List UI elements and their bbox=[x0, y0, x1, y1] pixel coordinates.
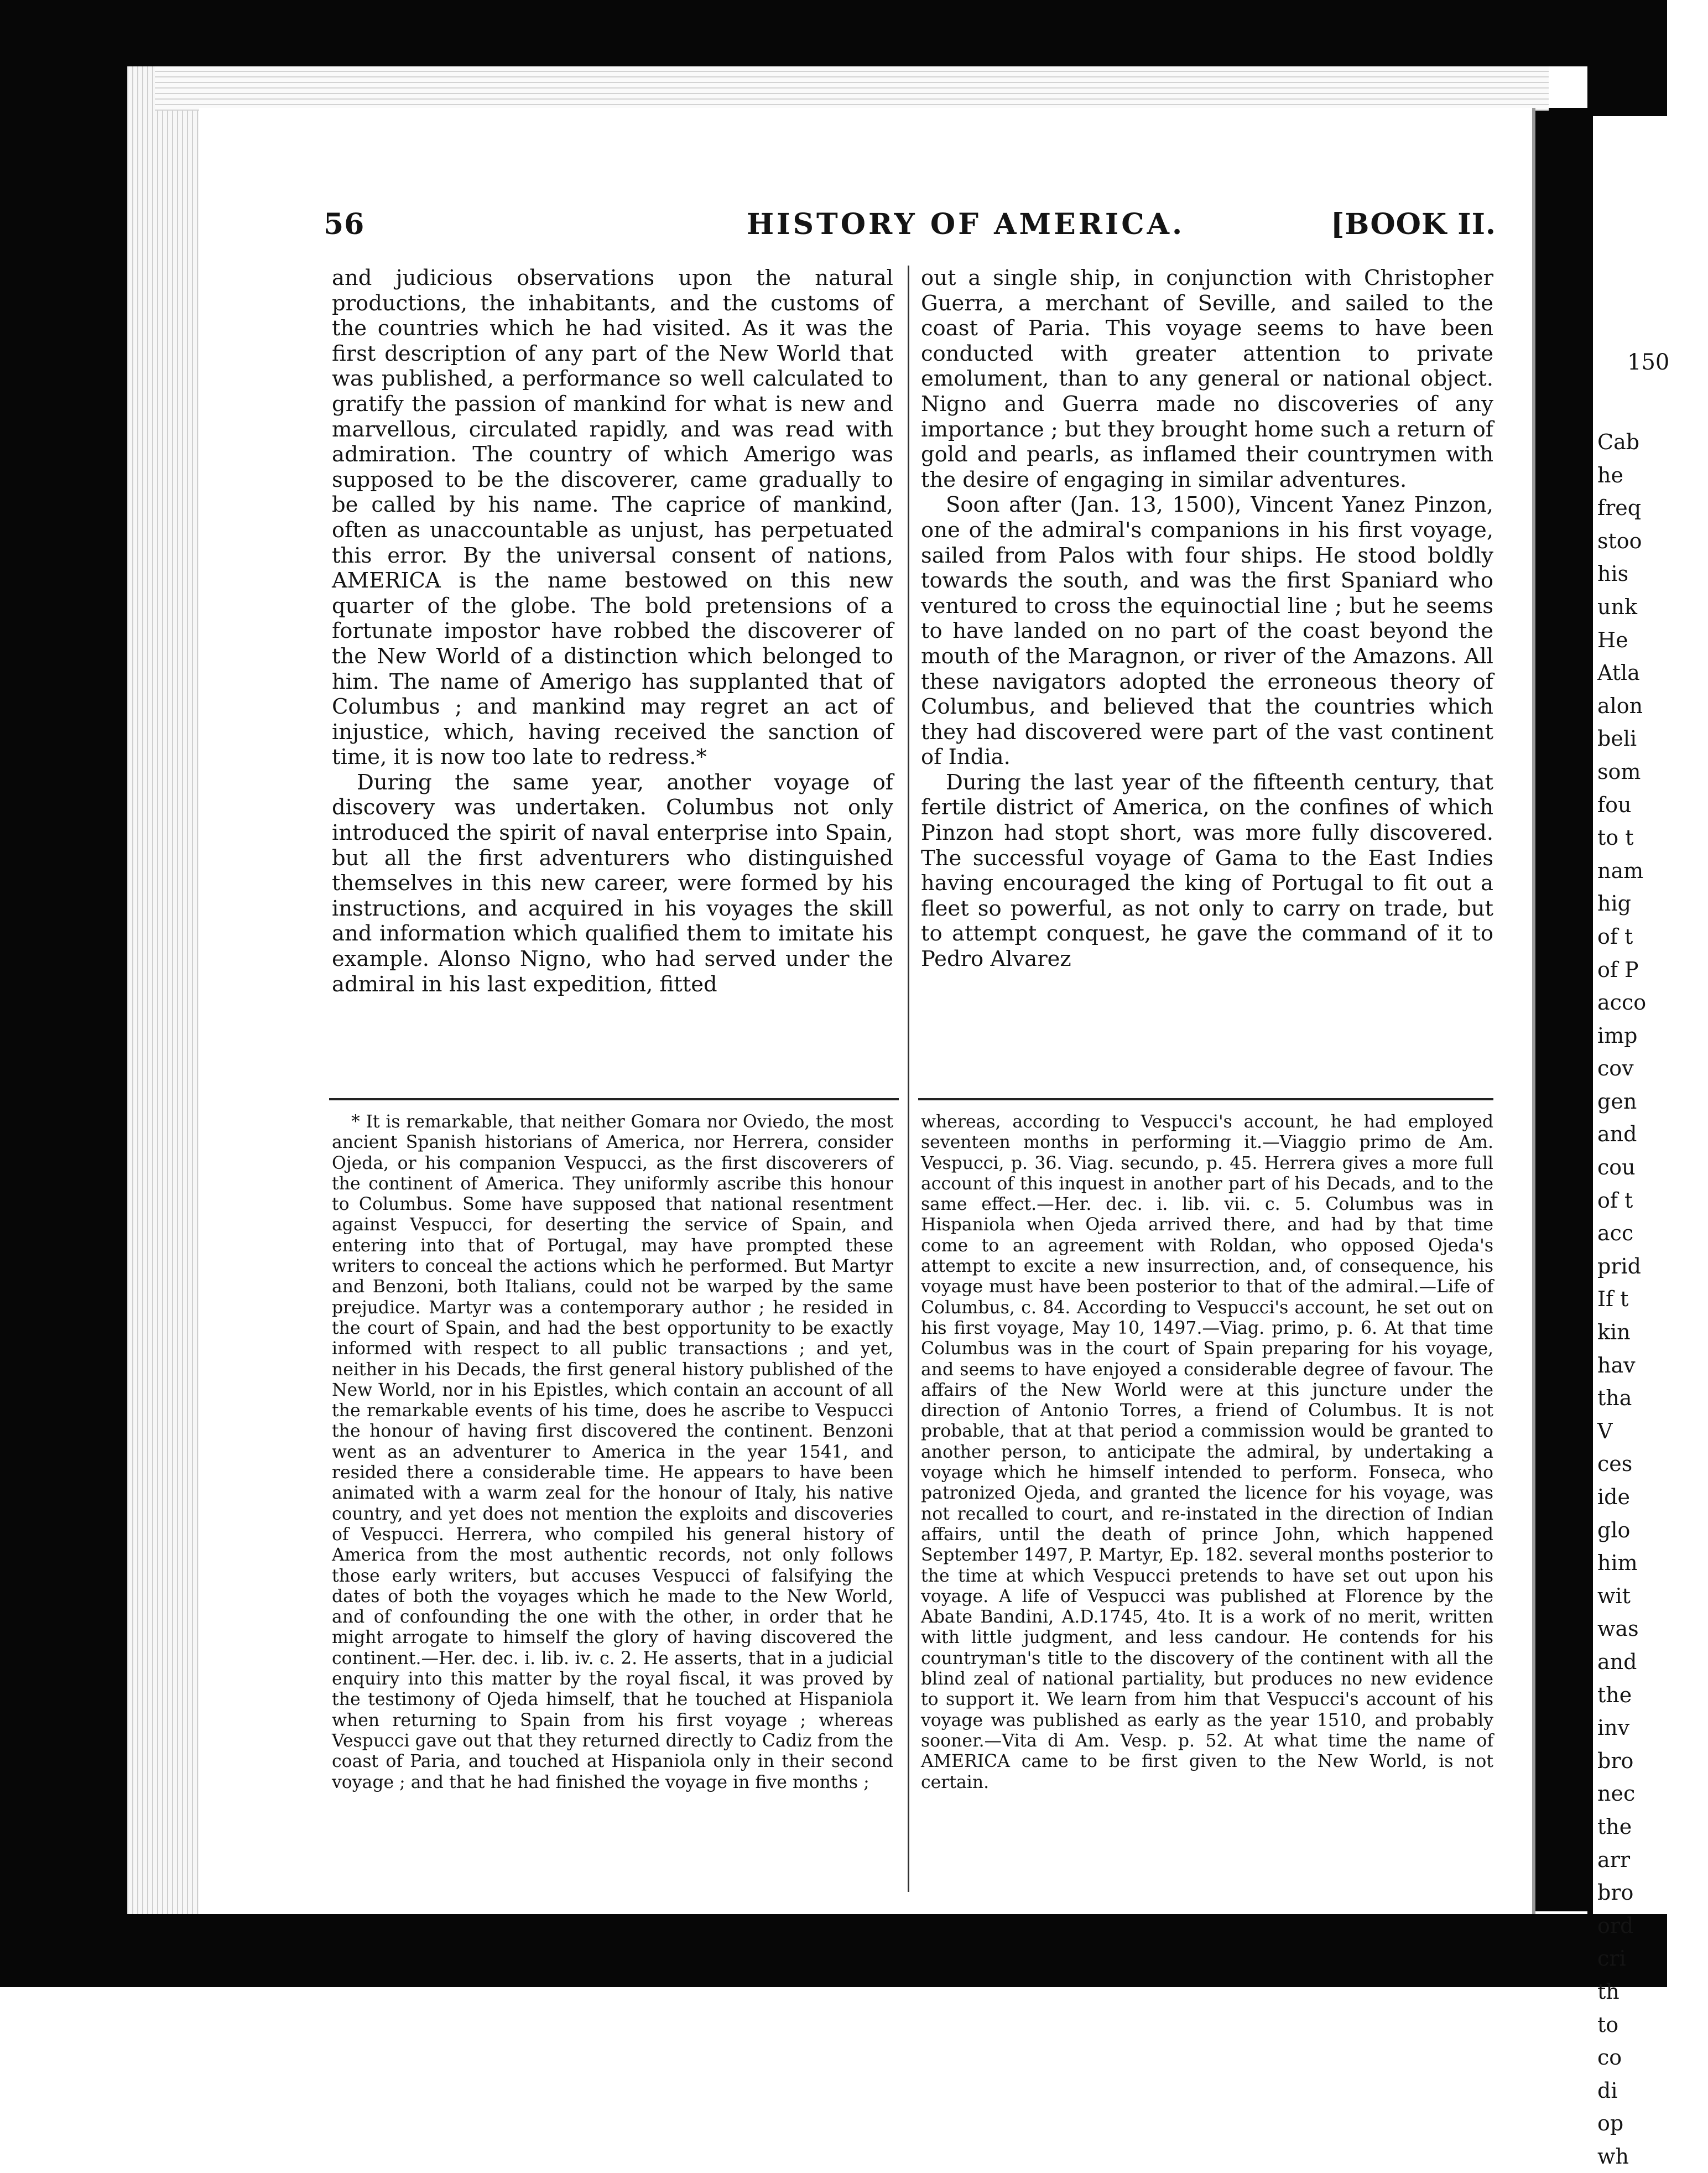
facing-line-fragment: cri bbox=[1597, 1946, 1626, 1971]
facing-line-fragment: cou bbox=[1597, 1155, 1636, 1180]
paragraph: out a single ship, in conjunction with Christopher Guerra, a merchant of Seville, and sailed to the coast of Paria. This voyage seems to have been conducted with greater attention to private emolument, than to any general or national object. Nigno and Guerra made no discoveries of any importance ; but they brought home such a return of gold and pearls, as inflamed their countrymen with the desire of engaging in similar adventures. bbox=[921, 266, 1493, 492]
facing-line-fragment: arr bbox=[1597, 1847, 1630, 1872]
facing-page-lines bbox=[1597, 426, 1708, 2173]
facing-line-fragment: tha bbox=[1597, 1386, 1632, 1411]
facing-line-fragment: th bbox=[1597, 1979, 1620, 2004]
facing-page-number: 150 bbox=[1627, 350, 1670, 375]
paragraph: and judicious observations upon the natural productions, the inhabitants, and the customs of the countries which he had visited. As it was the first description of any part of the New World that was published, a performance so well calculated to gratify the passion of mankind for what is new and marvellous, circulated rapidly, and was read with admiration. The country of which Amerigo was supposed to be the discoverer, came gradually to be called by his name. The caprice of mankind, often as unaccountable as unjust, has perpetuated this error. By the universal consent of nations, AMERICA is the name bestowed on this new quarter of the globe. The bold pretensions of a fortunate impostor have robbed the discoverer of the New World of a distinction which belonged to him. The name of Amerigo has supplanted that of Columbus ; and mankind may regret an act of injustice, which, having received the sanction of time, it is now too late to redress.* bbox=[332, 266, 893, 770]
facing-line-fragment: co bbox=[1597, 2045, 1622, 2070]
facing-line-fragment: ces bbox=[1597, 1452, 1633, 1477]
footnote-column-right bbox=[921, 1112, 1493, 1793]
facing-line-fragment: bro bbox=[1597, 1748, 1634, 1773]
facing-line-fragment: hav bbox=[1597, 1353, 1636, 1377]
footnote-rule-right bbox=[918, 1098, 1493, 1100]
facing-line-fragment: ord bbox=[1597, 1913, 1634, 1938]
facing-line-fragment: nec bbox=[1597, 1781, 1636, 1806]
facing-line-fragment: Cab bbox=[1597, 430, 1640, 454]
facing-line-fragment: and bbox=[1597, 1649, 1637, 1674]
footnote-column-left bbox=[332, 1112, 893, 1793]
facing-line-fragment: the bbox=[1597, 1814, 1632, 1839]
running-title: HISTORY OF AMERICA. bbox=[747, 207, 1185, 241]
gutter-shadow-dark bbox=[1532, 108, 1593, 1911]
footnote-rule-left bbox=[329, 1098, 899, 1100]
column-rule bbox=[908, 266, 909, 1892]
running-head bbox=[324, 207, 1496, 241]
facing-line-fragment: freq bbox=[1597, 496, 1642, 521]
footnote-text: * It is remarkable, that neither Gomara nor Oviedo, the most ancient Spanish historians of America, nor Herrera, consider Ojeda, or his companion Vespucci, as the first discoverers of the continent of America. They uniformly ascribe this honour to Columbus. Some have supposed that national resentment against Vespucci, for deserting the service of Spain, and entering into that of Portugal, may have prompted these writers to conceal the actions which he performed. But Martyr and Benzoni, both Italians, could not be warped by the same prejudice. Martyr was a contemporary author ; he resided in the court of Spain, and had the best opportunity to be exactly informed with respect to all public transactions ; and yet, neither in his Decads, the first general history published of the New World, nor in his Epistles, which contain an account of all the remarkable events of his time, does he ascribe to Vespucci the honour of having first discovered the continent. Benzoni went as an adventurer to America in the year 1541, and resided there a considerable time. He appears to have been animated with a warm zeal for the honour of Italy, his native country, and yet does not mention the exploits and discoveries of Vespucci. Herrera, who compiled his general history of America from the most authentic records, not only follows those early writers, but accuses Vespucci of falsifying the dates of both the voyages which he made to the New World, and of confounding the one with the other, in order that he might arrogate to himself the glory of having discovered the continent.—Her. dec. i. lib. iv. c. 2. He asserts, that in a judicial enquiry into this matter by the royal fiscal, it was proved by the testimony of Ojeda himself, that he touched at Hispaniola when returning to Spain from his first voyage ; whereas Vespucci gave out that they returned directly to Cadiz from the coast of Paria, and touched at Hispaniola only in their second voyage ; and that he had finished the voyage in five months ; bbox=[332, 1112, 893, 1792]
facing-line-fragment: inv bbox=[1597, 1715, 1630, 1740]
paragraph: Soon after (Jan. 13, 1500), Vincent Yanez Pinzon, one of the admiral's companions in his first voyage, sailed from Palos with four ships. He stood boldly towards the south, and was the first Spaniard who ventured to cross the equinoctial line ; but he seems to have landed on no part of the coast beyond the mouth of the Maragnon, or river of the Amazons. All these navigators adopted the erroneous theory of Columbus, and believed that the countries which they had discovered were part of the vast continent of India. bbox=[921, 492, 1493, 770]
facing-line-fragment: kin bbox=[1597, 1320, 1631, 1345]
facing-line-fragment: ide bbox=[1597, 1485, 1630, 1509]
facing-line-fragment: he bbox=[1597, 462, 1623, 487]
gutter-line bbox=[1532, 108, 1535, 1914]
facing-line-fragment: of t bbox=[1597, 1188, 1633, 1213]
footnote-text: whereas, according to Vespucci's account, he had employed seventeen months in performing it.—Viaggio primo de Am. Vespucci, p. 36. Viag. secundo, p. 45. Herrera gives a more full account of this inquest in another part of his Decads, and to the same effect.—Her. dec. i. lib. vii. c. 5. Columbus was in Hispaniola when Ojeda arrived there, and had by that time come to an agreement with Roldan, who opposed Ojeda's attempt to excite a new insurrection, and, of consequence, his voyage must have been posterior to that of the admiral.—Life of Columbus, c. 84. According to Vespucci's account, he set out on his first voyage, May 10, 1497.—Viag. primo, p. 6. At that time Columbus was in the court of Spain preparing for his voyage, and seems to have enjoyed a considerable degree of favour. The affairs of the New World were at this juncture under the direction of Antonio Torres, a friend of Columbus. It is not probable, that at that period a commission would be granted to another person, to anticipate the admiral, by undertaking a voyage which he himself intended to perform. Fonseca, who patronized Ojeda, and granted the licence for his voyage, was not recalled to court, and re-instated in the direction of Indian affairs, until the death of prince John, which happened September 1497, P. Martyr, Ep. 182. several months posterior to the time at which Vespucci pretends to have set out upon his voyage. A life of Vespucci was published at Florence by the Abate Bandini, A.D.1745, 4to. It is a work of no merit, written with little judgment, and less candour. He contends for his countryman's title to the discovery of the continent with all the blind zeal of national partiality, but produces no new evidence to support it. We learn from him that Vespucci's account of his voyage was published as early as the year 1510, and probably sooner.—Vita di Am. Vesp. p. 52. At what time the name of AMERICA came to be first given to the New World, is not certain. bbox=[921, 1112, 1493, 1792]
facing-line-fragment: to t bbox=[1597, 825, 1634, 850]
facing-line-fragment: of P bbox=[1597, 957, 1639, 982]
facing-line-fragment: prid bbox=[1597, 1254, 1641, 1278]
scan-border-bottom bbox=[0, 1914, 1667, 1987]
facing-line-fragment: was bbox=[1597, 1616, 1639, 1641]
book-label: [BOOK II. bbox=[1330, 207, 1496, 241]
page-number: 56 bbox=[324, 207, 365, 241]
body-column-left bbox=[332, 266, 893, 997]
facing-line-fragment: cov bbox=[1597, 1056, 1634, 1081]
facing-line-fragment: of t bbox=[1597, 924, 1633, 949]
facing-page-fragment bbox=[1593, 116, 1670, 2169]
book-page-stack-left bbox=[127, 66, 199, 1914]
facing-line-fragment: Atla bbox=[1597, 661, 1640, 685]
facing-line-fragment: imp bbox=[1597, 1023, 1638, 1048]
facing-line-fragment: V bbox=[1597, 1418, 1613, 1443]
facing-line-fragment: If t bbox=[1597, 1287, 1629, 1312]
facing-line-fragment: and bbox=[1597, 1122, 1637, 1147]
facing-line-fragment: to bbox=[1597, 2012, 1619, 2037]
scan-border-left bbox=[0, 0, 127, 1987]
facing-line-fragment: wh bbox=[1597, 2144, 1629, 2169]
facing-line-fragment: op bbox=[1597, 2111, 1624, 2136]
facing-line-fragment: him bbox=[1597, 1551, 1638, 1576]
paragraph: During the last year of the fifteenth century, that fertile district of America, on the confines of which Pinzon had stopt short, was more fully discovered. The successful voyage of Gama to the East Indies having encouraged the king of Portugal to fit out a fleet so powerful, as not only to carry on trade, but to attempt conquest, he gave the command of it to Pedro Alvarez bbox=[921, 770, 1493, 972]
facing-line-fragment: hig bbox=[1597, 891, 1631, 916]
facing-line-fragment: stoo bbox=[1597, 528, 1642, 553]
facing-line-fragment: gen bbox=[1597, 1089, 1637, 1114]
body-column-right bbox=[921, 266, 1493, 972]
facing-line-fragment: bro bbox=[1597, 1880, 1634, 1905]
facing-line-fragment: fou bbox=[1597, 792, 1632, 817]
facing-line-fragment: the bbox=[1597, 1682, 1632, 1707]
paragraph: During the same year, another voyage of discovery was undertaken. Columbus not only introduced the spirit of naval enterprise into Spain, but all the first adventurers who distinguished themselves in this new career, were formed by his instructions, and acquired in his voyages the skill and information which qualified them to imitate his example. Alonso Nigno, who had served under the admiral in his last expedition, fitted bbox=[332, 770, 893, 997]
facing-line-fragment: nam bbox=[1597, 858, 1644, 883]
facing-line-fragment: alon bbox=[1597, 693, 1643, 718]
facing-line-fragment: som bbox=[1597, 759, 1641, 784]
scan-border-top bbox=[0, 0, 1667, 66]
facing-line-fragment: wit bbox=[1597, 1583, 1631, 1608]
facing-line-fragment: his bbox=[1597, 562, 1629, 586]
facing-line-fragment: acc bbox=[1597, 1221, 1634, 1246]
facing-line-fragment: di bbox=[1597, 2078, 1618, 2103]
facing-line-fragment: He bbox=[1597, 627, 1628, 652]
facing-line-fragment: acco bbox=[1597, 990, 1647, 1015]
facing-line-fragment: beli bbox=[1597, 726, 1637, 751]
book-page-stack-top bbox=[155, 66, 1549, 111]
facing-line-fragment: unk bbox=[1597, 594, 1637, 619]
facing-line-fragment: glo bbox=[1597, 1517, 1631, 1542]
